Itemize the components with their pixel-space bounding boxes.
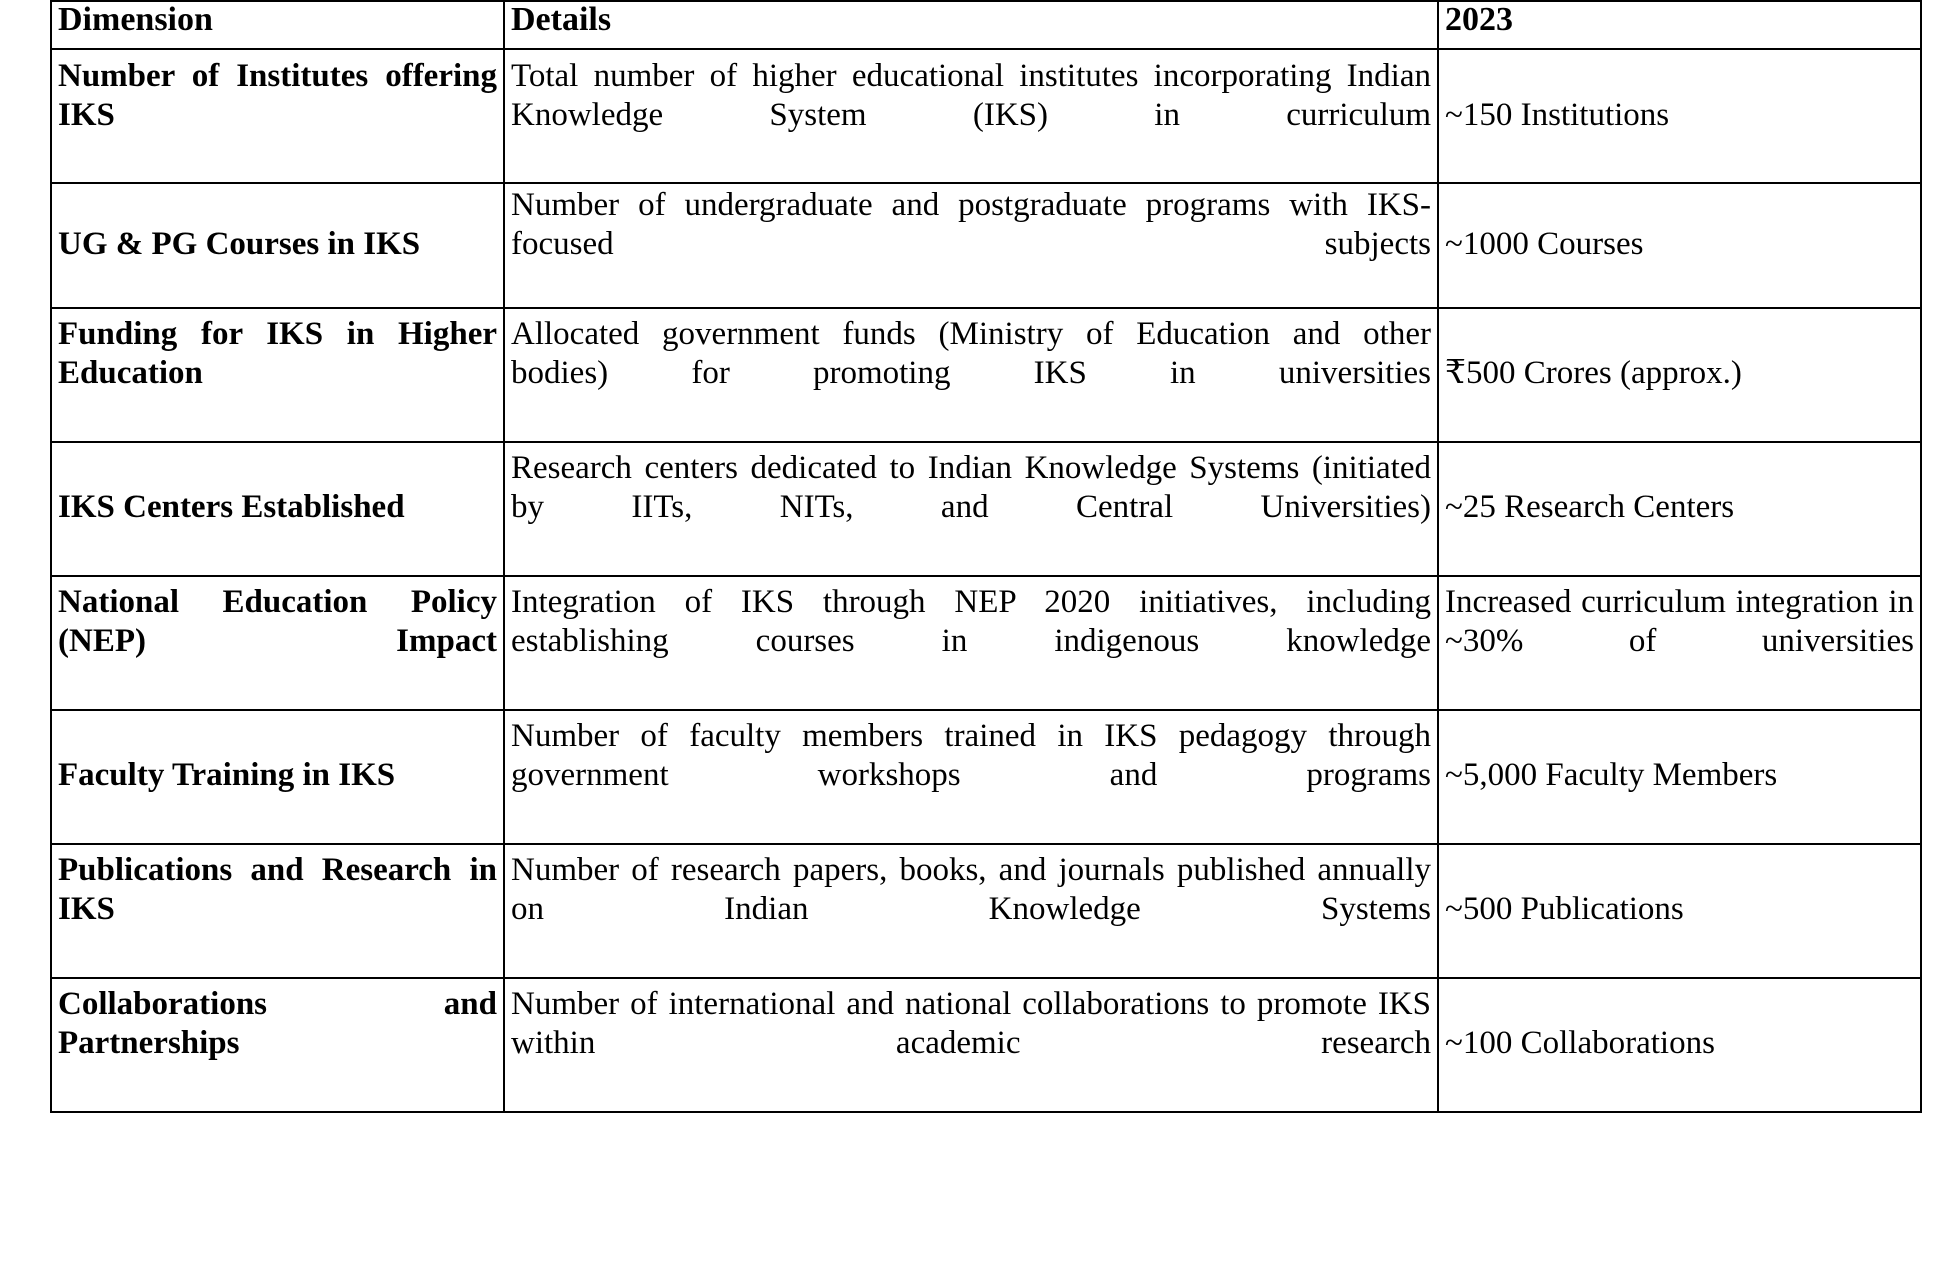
- cell-dimension: [51, 49, 504, 183]
- cell-year-value: [1438, 183, 1921, 308]
- cell-dimension: [51, 183, 504, 308]
- cell-details: [504, 576, 1438, 710]
- cell-dimension-text: Publications and Research in IKS: [58, 852, 497, 928]
- cell-details: [504, 183, 1438, 308]
- cell-year-text: ~100 Collaborations: [1445, 1025, 1715, 1062]
- cell-dimension: [51, 710, 504, 844]
- table-row: [51, 183, 1921, 308]
- cell-details-text: Total number of higher educational institutes incorporating Indian Knowledge System (IKS) in curriculum: [511, 57, 1431, 133]
- column-header-details: Details: [504, 1, 1438, 49]
- cell-details: [504, 308, 1438, 442]
- table-row: [51, 308, 1921, 442]
- iks-metrics-table: [50, 0, 1922, 1113]
- cell-year-value: [1438, 442, 1921, 576]
- table-body: [51, 49, 1921, 1112]
- cell-dimension: [51, 308, 504, 442]
- table-row: [51, 844, 1921, 978]
- cell-dimension: [51, 442, 504, 576]
- cell-details-text: Number of international and national collaborations to promote IKS within academic research: [511, 986, 1431, 1062]
- cell-dimension-text: Collaborations and Partnerships: [58, 986, 497, 1062]
- cell-details: [504, 710, 1438, 844]
- cell-dimension-text: IKS Centers Established: [58, 489, 405, 526]
- cell-dimension-text: UG & PG Courses in IKS: [58, 225, 421, 262]
- table-row: [51, 978, 1921, 1112]
- cell-details-text: Number of faculty members trained in IKS pedagogy through government workshops and programs: [511, 718, 1431, 794]
- table-header: [51, 1, 1921, 49]
- cell-year-text: Increased curriculum integration in ~30% of universities: [1445, 584, 1914, 660]
- cell-dimension-text: Number of Institutes offering IKS: [58, 57, 497, 133]
- header-row: [51, 1, 1921, 49]
- cell-dimension-text: Faculty Training in IKS: [58, 757, 396, 794]
- cell-year-value: [1438, 576, 1921, 710]
- cell-dimension: [51, 576, 504, 710]
- cell-year-text: ~500 Publications: [1445, 891, 1684, 928]
- cell-dimension: [51, 978, 504, 1112]
- cell-details-text: Research centers dedicated to Indian Knowledge Systems (initiated by IITs, NITs, and Central Universities): [511, 450, 1431, 526]
- table-row: [51, 442, 1921, 576]
- table-row: [51, 49, 1921, 183]
- table-row: [51, 576, 1921, 710]
- cell-year-text: ₹500 Crores (approx.): [1445, 355, 1742, 392]
- column-header-dimension: Dimension: [51, 1, 504, 49]
- cell-year-text: ~5,000 Faculty Members: [1445, 757, 1778, 794]
- cell-year-value: [1438, 844, 1921, 978]
- cell-details-text: Integration of IKS through NEP 2020 initiatives, including establishing courses in indigenous knowledge: [511, 584, 1431, 660]
- cell-dimension-text: Funding for IKS in Higher Education: [58, 316, 497, 392]
- cell-dimension-text: National Education Policy (NEP) Impact: [58, 584, 497, 660]
- cell-details: [504, 978, 1438, 1112]
- cell-year-text: ~25 Research Centers: [1445, 489, 1735, 526]
- cell-year-text: ~1000 Courses: [1445, 225, 1644, 262]
- cell-details-text: Allocated government funds (Ministry of Education and other bodies) for promoting IKS in universities: [511, 316, 1431, 392]
- cell-details-text: Number of undergraduate and postgraduate programs with IKS-focused subjects: [511, 187, 1431, 262]
- cell-details: [504, 442, 1438, 576]
- table-row: [51, 710, 1921, 844]
- cell-details: [504, 49, 1438, 183]
- column-header-year: 2023: [1438, 1, 1921, 49]
- cell-year-value: [1438, 978, 1921, 1112]
- cell-details: [504, 844, 1438, 978]
- cell-year-text: ~150 Institutions: [1445, 96, 1670, 133]
- cell-year-value: [1438, 710, 1921, 844]
- cell-year-value: [1438, 308, 1921, 442]
- cell-dimension: [51, 844, 504, 978]
- cell-year-value: [1438, 49, 1921, 183]
- cell-details-text: Number of research papers, books, and journals published annually on Indian Knowledge Systems: [511, 852, 1431, 928]
